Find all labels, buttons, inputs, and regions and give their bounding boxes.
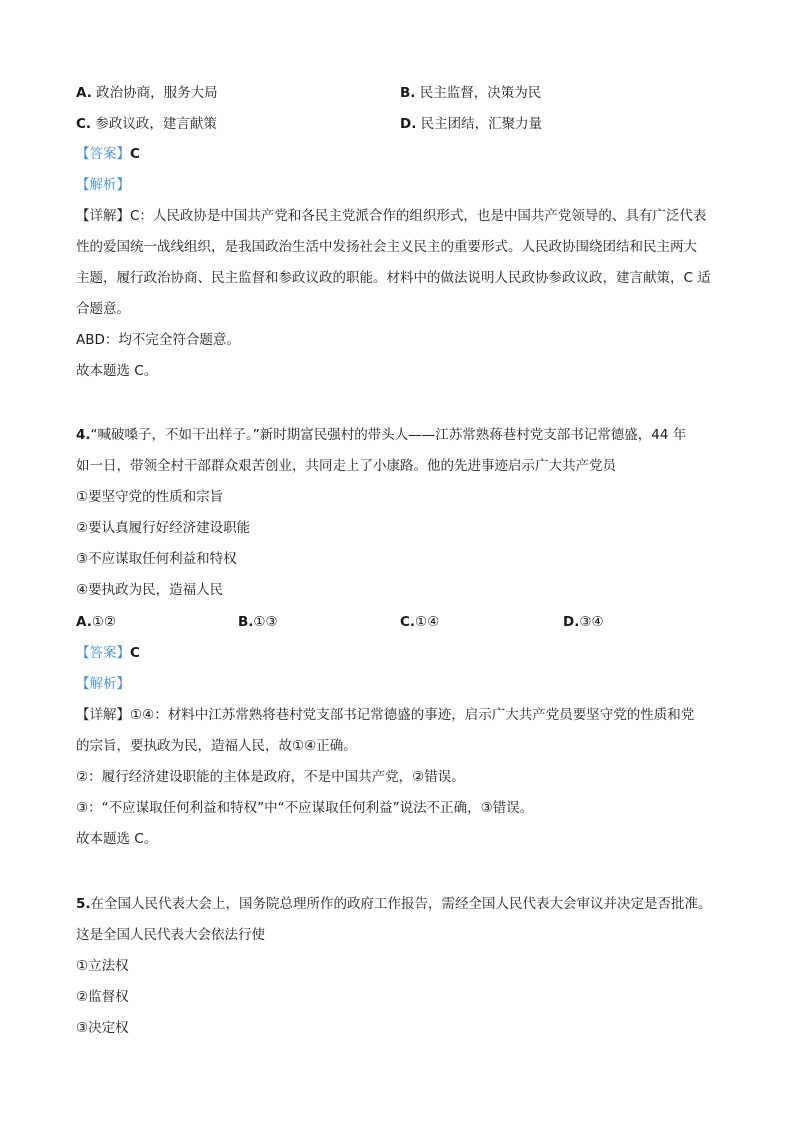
q5-stem-line-1: 5.在全国人民代表大会上，国务院总理所作的政府工作报告，需经全国人民代表大会审议并决定是否批准。 xyxy=(76,896,712,912)
option-text: 政治协商，服务大局 xyxy=(96,85,218,101)
q3-option-b xyxy=(400,83,541,103)
q3-detail-line-2: 性的爱国统一战线组织，是我国政治生活中发扬社会主义民主的重要形式。人民政协围绕团结和民主两大 xyxy=(76,239,697,255)
option-text: 民主团结，汇聚力量 xyxy=(420,116,543,132)
option-letter: B. xyxy=(400,85,416,101)
q4-stem-line-2: 如一日，带领全村干部群众艰苦创业，共同走上了小康路。他的先进事迹启示广大共产党员 xyxy=(76,458,616,474)
q3-analysis-tag: 【解析】 xyxy=(76,177,130,193)
q4-option-c: C.①④ xyxy=(400,614,440,630)
q3-abd-note: ABD：均不完全符合题意。 xyxy=(76,332,240,348)
question-number: 4. xyxy=(76,427,91,443)
q3-detail-line-3: 主题，履行政治协商、民主监督和参政议政的职能。材料中的做法说明人民政协参政议政，建言献策，C 适 xyxy=(76,270,711,286)
option-text: 民主监督，决策为民 xyxy=(419,85,542,101)
q3-conclusion: 故本题选 C。 xyxy=(76,363,158,379)
q4-option-d: D.③④ xyxy=(563,614,604,630)
q4-detail-line-1: 【详解】①④：材料中江苏常熟将巷村党支部书记常德盛的事迹，启示广大共产党员要坚守党的性质和党 xyxy=(76,707,695,723)
option-letter: C. xyxy=(76,116,92,132)
q4-answer: 【答案】C xyxy=(76,645,140,661)
q5-item-1: ①立法权 xyxy=(76,958,129,974)
q4-stem-line-1: 4.“喊破嗓子，不如干出样子。”新时期富民强村的带头人——江苏常熟蒋巷村党支部书记常德盛，44 年 xyxy=(76,427,687,443)
q4-analysis-tag: 【解析】 xyxy=(76,676,130,692)
q4-other-line-2: ③：“不应谋取任何利益和特权”中“不应谋取任何利益”说法不正确，③错误。 xyxy=(76,800,534,816)
question-number: 5. xyxy=(76,896,91,912)
q5-stem-line-2: 这是全国人民代表大会依法行使 xyxy=(76,927,265,943)
option-letter: D. xyxy=(400,116,417,132)
q5-item-2: ②监督权 xyxy=(76,989,129,1005)
detail-tag: 【详解】 xyxy=(76,208,130,224)
q4-option-a: A.①② xyxy=(76,614,117,630)
q3-option-a xyxy=(76,83,218,103)
q4-detail-line-2: 的宗旨，要执政为民，造福人民，故①④正确。 xyxy=(76,738,357,754)
q4-conclusion: 故本题选 C。 xyxy=(76,831,158,847)
answer-tag: 【答案】 xyxy=(76,146,130,162)
option-letter: A. xyxy=(76,85,92,101)
option-text: 参政议政，建言献策 xyxy=(95,116,217,132)
q3-detail-line-1: 【详解】C：人民政协是中国共产党和各民主党派合作的组织形式，也是中国共产党领导的、具有广泛代表 xyxy=(76,208,707,224)
q3-detail-line-4: 合题意。 xyxy=(76,301,130,317)
q3-option-c xyxy=(76,114,217,134)
q4-option-b: B.①③ xyxy=(238,614,278,630)
q3-option-d xyxy=(400,114,542,134)
q4-item-2: ②要认真履行好经济建设职能 xyxy=(76,520,251,536)
q3-answer xyxy=(76,144,140,164)
q5-item-3: ③决定权 xyxy=(76,1020,129,1036)
answer-value: C xyxy=(130,146,140,162)
q4-item-3: ③不应谋取任何利益和特权 xyxy=(76,551,237,567)
q4-item-4: ④要执政为民，造福人民 xyxy=(76,582,224,598)
q4-item-1: ①要坚守党的性质和宗旨 xyxy=(76,489,224,505)
q4-other-line-1: ②：履行经济建设职能的主体是政府，不是中国共产党，②错误。 xyxy=(76,769,465,785)
